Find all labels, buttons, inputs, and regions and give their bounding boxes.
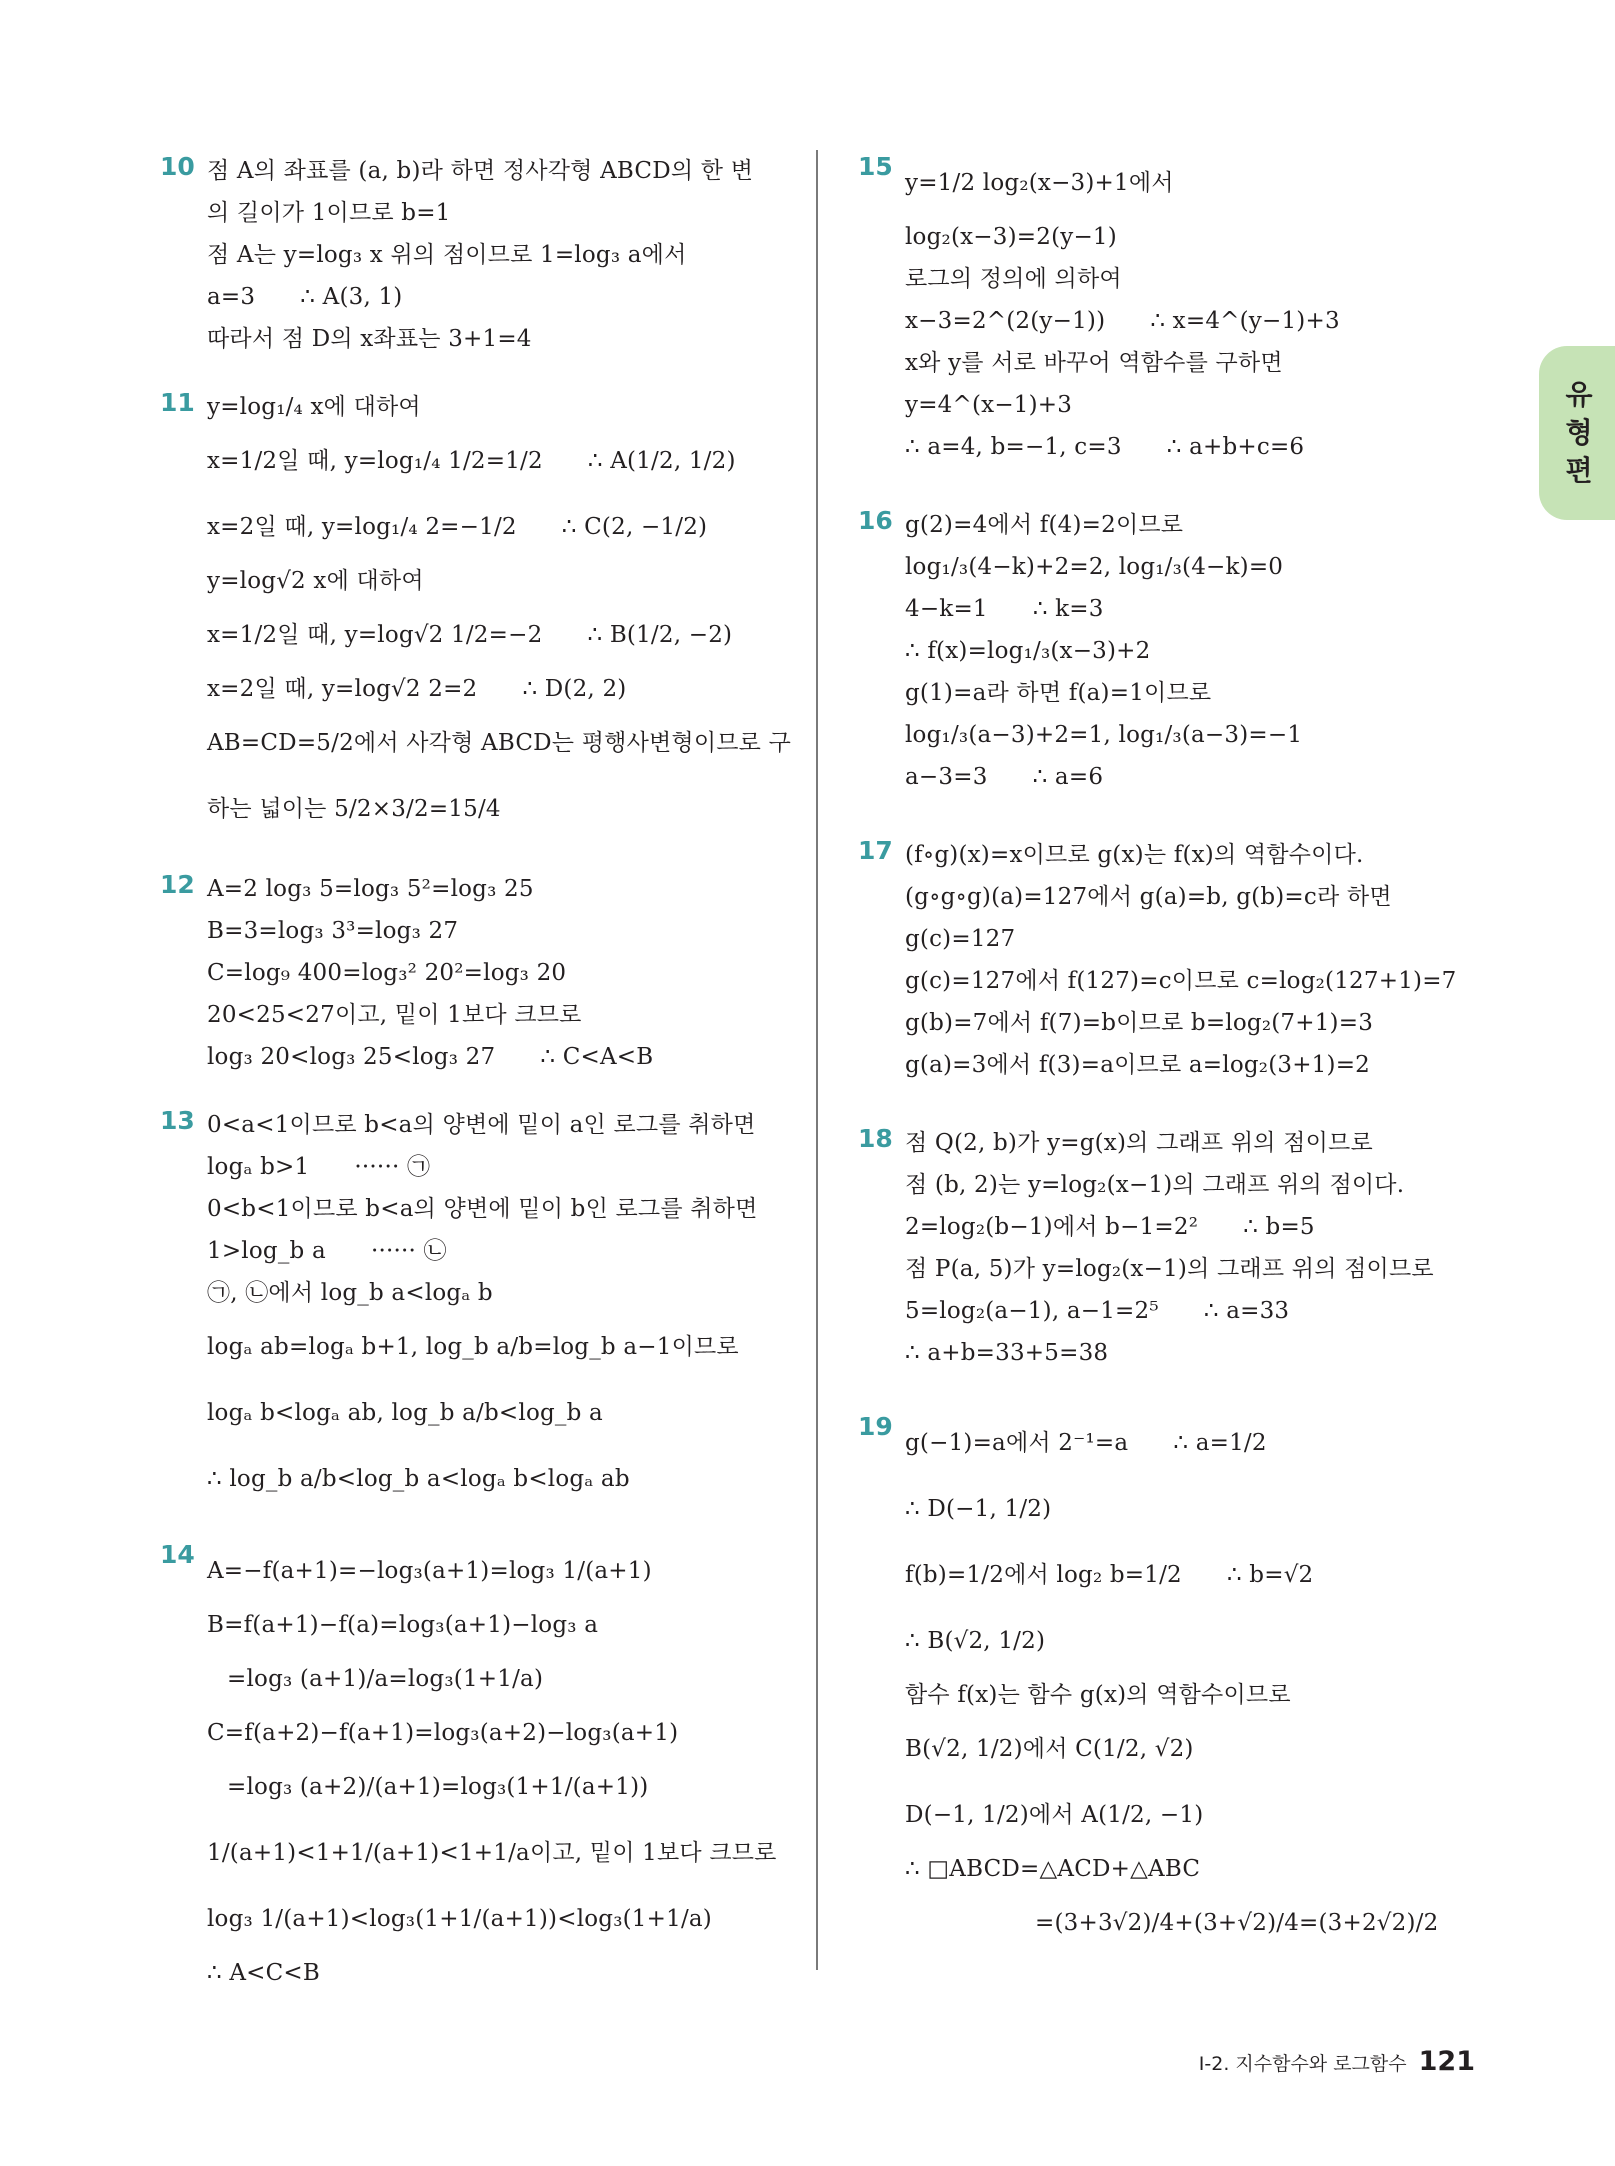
solution-line: y=log₁/₄ x에 대하여 xyxy=(207,394,421,420)
solution-line: log₁/₃(a−3)+2=1, log₁/₃(a−3)=−1 xyxy=(905,722,1303,748)
problem-19 xyxy=(858,1410,1498,1956)
problem-16 xyxy=(858,504,1498,798)
solution-line: f(b)=1/2에서 log₂ b=1/2 ∴ b=√2 xyxy=(905,1562,1314,1588)
problem-number: 10 xyxy=(160,152,195,181)
solution-line: A=2 log₃ 5=log₃ 5²=log₃ 25 xyxy=(207,876,534,902)
solution-line: log₂(x−3)=2(y−1) xyxy=(905,224,1117,250)
solution-line: g(b)=7에서 f(7)=b이므로 b=log₂(7+1)=3 xyxy=(905,1010,1374,1036)
solution-line: x=1/2일 때, y=log₁/₄ 1/2=1/2 ∴ A(1/2, 1/2) xyxy=(207,448,736,474)
solution-line: logₐ b>1 ······ ㉠ xyxy=(207,1154,431,1180)
solution-line: B=f(a+1)−f(a)=log₃(a+1)−log₃ a xyxy=(207,1612,599,1638)
page-footer xyxy=(1199,2046,1475,2077)
solution-line: C=f(a+2)−f(a+1)=log₃(a+2)−log₃(a+1) xyxy=(207,1720,679,1746)
solution-line: g(a)=3에서 f(3)=a이므로 a=log₂(3+1)=2 xyxy=(905,1052,1370,1078)
solution-line: (f∘g)(x)=x이므로 g(x)는 f(x)의 역함수이다. xyxy=(905,842,1364,868)
solution-line: ∴ a+b=33+5=38 xyxy=(905,1340,1109,1366)
solution-line: ∴ f(x)=log₁/₃(x−3)+2 xyxy=(905,638,1151,664)
section-side-tab xyxy=(1539,346,1615,520)
problem-15 xyxy=(858,150,1498,468)
solution-line: 의 길이가 1이므로 b=1 xyxy=(207,200,451,226)
solution-line: x와 y를 서로 바꾸어 역함수를 구하면 xyxy=(905,350,1283,376)
solution-line: 0<a<1이므로 b<a의 양변에 밑이 a인 로그를 취하면 xyxy=(207,1112,756,1138)
solution-line: g(−1)=a에서 2⁻¹=a ∴ a=1/2 xyxy=(905,1430,1267,1456)
solution-line: x=2일 때, y=log₁/₄ 2=−1/2 ∴ C(2, −1/2) xyxy=(207,514,708,540)
left-column xyxy=(160,150,800,1994)
solution-line: x=2일 때, y=log√2 2=2 ∴ D(2, 2) xyxy=(207,676,627,702)
solution-line: 4−k=1 ∴ k=3 xyxy=(905,596,1104,622)
solution-line: 점 Q(2, b)가 y=g(x)의 그래프 위의 점이므로 xyxy=(905,1130,1373,1156)
solution-line: AB=CD=5/2에서 사각형 ABCD는 평행사변형이므로 구 xyxy=(207,730,791,756)
problem-number: 19 xyxy=(858,1412,893,1441)
solution-line: =log₃ (a+1)/a=log₃(1+1/a) xyxy=(227,1666,544,1692)
problem-13 xyxy=(160,1104,800,1512)
solution-line: ∴ a=4, b=−1, c=3 ∴ a+b+c=6 xyxy=(905,434,1305,460)
solution-line: 점 P(a, 5)가 y=log₂(x−1)의 그래프 위의 점이므로 xyxy=(905,1256,1434,1282)
solution-line: 1>log_b a ······ ㉡ xyxy=(207,1238,447,1264)
problem-number: 17 xyxy=(858,836,893,865)
problem-number: 11 xyxy=(160,388,195,417)
solution-line: ∴ □ABCD=△ACD+△ABC xyxy=(905,1856,1201,1882)
solution-line: logₐ ab=logₐ b+1, log_b a/b=log_b a−1이므로 xyxy=(207,1334,739,1360)
right-column xyxy=(858,150,1498,1956)
solution-line: log₃ 20<log₃ 25<log₃ 27 ∴ C<A<B xyxy=(207,1044,654,1070)
problem-12 xyxy=(160,868,800,1078)
page-number: 121 xyxy=(1418,2046,1475,2077)
solution-line: B(√2, 1/2)에서 C(1/2, √2) xyxy=(905,1736,1194,1762)
problem-14 xyxy=(160,1538,800,1994)
solution-line: log₁/₃(4−k)+2=2, log₁/₃(4−k)=0 xyxy=(905,554,1284,580)
solution-line: a=3 ∴ A(3, 1) xyxy=(207,284,403,310)
solution-line: ∴ log_b a/b<log_b a<logₐ b<logₐ ab xyxy=(207,1466,630,1492)
solution-line: g(1)=a라 하면 f(a)=1이므로 xyxy=(905,680,1212,706)
solution-line: A=−f(a+1)=−log₃(a+1)=log₃ 1/(a+1) xyxy=(207,1558,652,1584)
solution-line: logₐ b<logₐ ab, log_b a/b<log_b a xyxy=(207,1400,603,1426)
solution-line: ∴ A<C<B xyxy=(207,1960,320,1986)
side-tab-label: 유 형 편 xyxy=(1565,378,1593,487)
solution-line: y=log√2 x에 대하여 xyxy=(207,568,424,594)
solution-line: g(2)=4에서 f(4)=2이므로 xyxy=(905,512,1184,538)
solution-line: ㉠, ㉡에서 log_b a<logₐ b xyxy=(207,1280,493,1306)
solution-line: D(−1, 1/2)에서 A(1/2, −1) xyxy=(905,1802,1204,1828)
problem-number: 16 xyxy=(858,506,893,535)
solution-line: 20<25<27이고, 밑이 1보다 크므로 xyxy=(207,1002,582,1028)
solution-line: ∴ D(−1, 1/2) xyxy=(905,1496,1052,1522)
problem-number: 14 xyxy=(160,1540,195,1569)
solution-line: ∴ B(√2, 1/2) xyxy=(905,1628,1046,1654)
solution-line: 점 A는 y=log₃ x 위의 점이므로 1=log₃ a에서 xyxy=(207,242,687,268)
column-divider xyxy=(816,150,818,1970)
solution-line: y=1/2 log₂(x−3)+1에서 xyxy=(905,170,1174,196)
solution-line: g(c)=127 xyxy=(905,926,1016,952)
problem-number: 13 xyxy=(160,1106,195,1135)
solution-line: g(c)=127에서 f(127)=c이므로 c=log₂(127+1)=7 xyxy=(905,968,1457,994)
solution-line: 로그의 정의에 의하여 xyxy=(905,266,1122,292)
solution-line: B=3=log₃ 3³=log₃ 27 xyxy=(207,918,459,944)
problem-18 xyxy=(858,1122,1498,1374)
solution-line: 따라서 점 D의 x좌표는 3+1=4 xyxy=(207,326,532,352)
solution-line: 0<b<1이므로 b<a의 양변에 밑이 b인 로그를 취하면 xyxy=(207,1196,758,1222)
problem-number: 15 xyxy=(858,152,893,181)
solution-line: =log₃ (a+2)/(a+1)=log₃(1+1/(a+1)) xyxy=(227,1774,649,1800)
solution-line: 점 (b, 2)는 y=log₂(x−1)의 그래프 위의 점이다. xyxy=(905,1172,1405,1198)
solution-line: x−3=2^(2(y−1)) ∴ x=4^(y−1)+3 xyxy=(905,308,1340,334)
footer-chapter-title: Ⅰ-2. 지수함수와 로그함수 xyxy=(1198,2053,1407,2075)
solution-line: 함수 f(x)는 함수 g(x)의 역함수이므로 xyxy=(905,1682,1291,1708)
solution-line: 하는 넓이는 5/2×3/2=15/4 xyxy=(207,796,501,822)
problem-10 xyxy=(160,150,800,360)
solution-line: a−3=3 ∴ a=6 xyxy=(905,764,1104,790)
solution-line: (g∘g∘g)(a)=127에서 g(a)=b, g(b)=c라 하면 xyxy=(905,884,1392,910)
solution-line: 5=log₂(a−1), a−1=2⁵ ∴ a=33 xyxy=(905,1298,1290,1324)
solution-line: C=log₉ 400=log₃² 20²=log₃ 20 xyxy=(207,960,567,986)
problem-number: 12 xyxy=(160,870,195,899)
solution-line: log₃ 1/(a+1)<log₃(1+1/(a+1))<log₃(1+1/a) xyxy=(207,1906,712,1932)
problem-number: 18 xyxy=(858,1124,893,1153)
solution-line: y=4^(x−1)+3 xyxy=(905,392,1073,418)
problem-17 xyxy=(858,834,1498,1086)
solution-line: 2=log₂(b−1)에서 b−1=2² ∴ b=5 xyxy=(905,1214,1315,1240)
solution-line: x=1/2일 때, y=log√2 1/2=−2 ∴ B(1/2, −2) xyxy=(207,622,733,648)
solution-line: 1/(a+1)<1+1/(a+1)<1+1/a이고, 밑이 1보다 크므로 xyxy=(207,1840,777,1866)
problem-11 xyxy=(160,386,800,842)
solution-line: =(3+3√2)/4+(3+√2)/4=(3+2√2)/2 xyxy=(1035,1910,1439,1936)
solution-line: 점 A의 좌표를 (a, b)라 하면 정사각형 ABCD의 한 변 xyxy=(207,158,754,184)
